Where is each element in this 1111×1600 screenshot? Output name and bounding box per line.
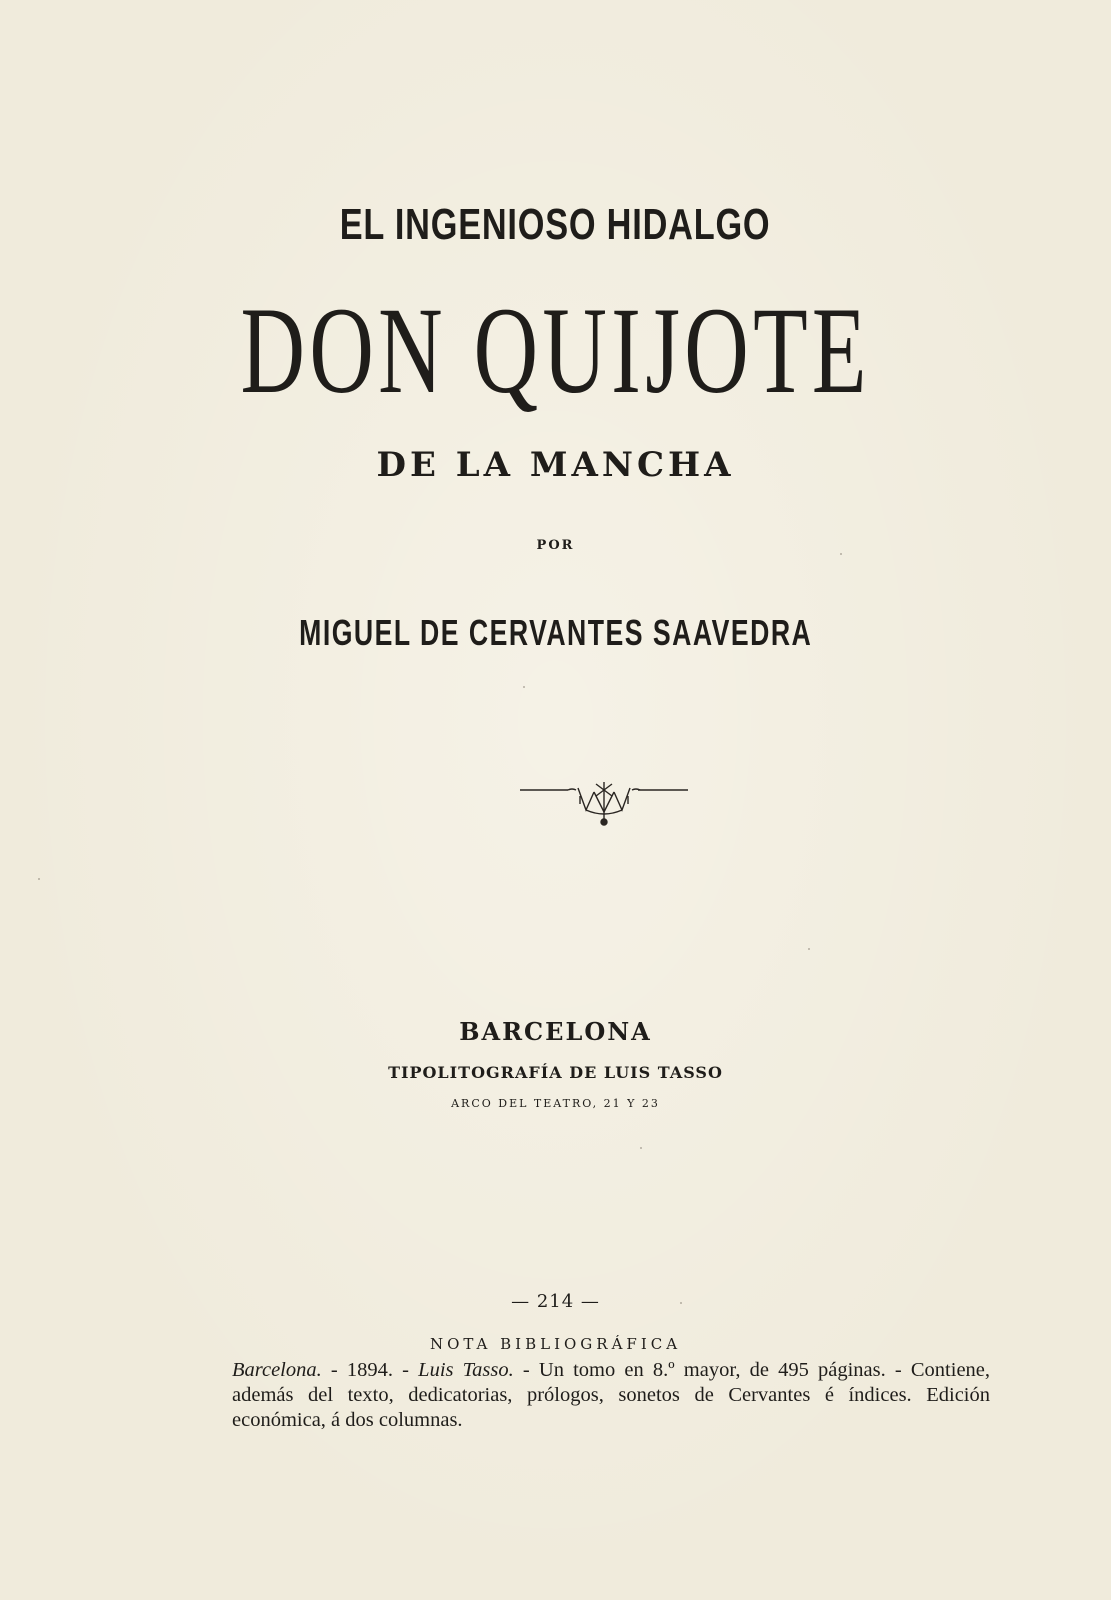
imprint-address: ARCO DEL TEATRO, 21 Y 23 [451,1097,660,1110]
imprint-printer: TIPOLITOGRAFÍA DE LUIS TASSO [388,1063,723,1082]
subtitle-top [0,200,1111,250]
paper-speck [680,1302,682,1304]
bibliographic-note-text [232,1358,990,1433]
imprint-city: BARCELONA [459,1017,652,1046]
author-name [0,612,1111,654]
note-publisher: Luis Tasso. [418,1359,514,1381]
note-year: 1894. [346,1359,394,1381]
note-separator: - [393,1359,419,1381]
paper-speck [640,1147,642,1149]
note-separator: - [321,1359,347,1381]
subtitle-bottom [0,445,1111,485]
note-heading: NOTA BIBLIOGRÁFICA [429,1335,682,1353]
main-title-text: DON QUIJOTE [240,282,871,419]
note-description: Un tomo en 8.º mayor, de 495 páginas. - Contiene, además del texto, dedicatorias, prólogos, sonetos de Cervantes é índices. Edición económica, á dos columnas. [232,1359,991,1431]
author-name-text: MIGUEL DE CERVANTES SAAVEDRA [298,612,813,653]
vignette-ornament-icon [520,782,688,832]
paper-speck [840,553,842,555]
subtitle-bottom-text: DE LA MANCHA [376,445,735,485]
page-number: — 214 — [511,1291,600,1312]
paper-speck [523,686,525,688]
by-line: POR [536,538,575,553]
main-title [0,280,1111,422]
subtitle-top-text: EL INGENIOSO HIDALGO [340,200,771,249]
note-separator: - [513,1359,539,1381]
note-place: Barcelona. [232,1359,322,1381]
paper-speck [808,948,810,950]
paper-speck [38,878,40,880]
bibliographic-note [232,1358,990,1433]
